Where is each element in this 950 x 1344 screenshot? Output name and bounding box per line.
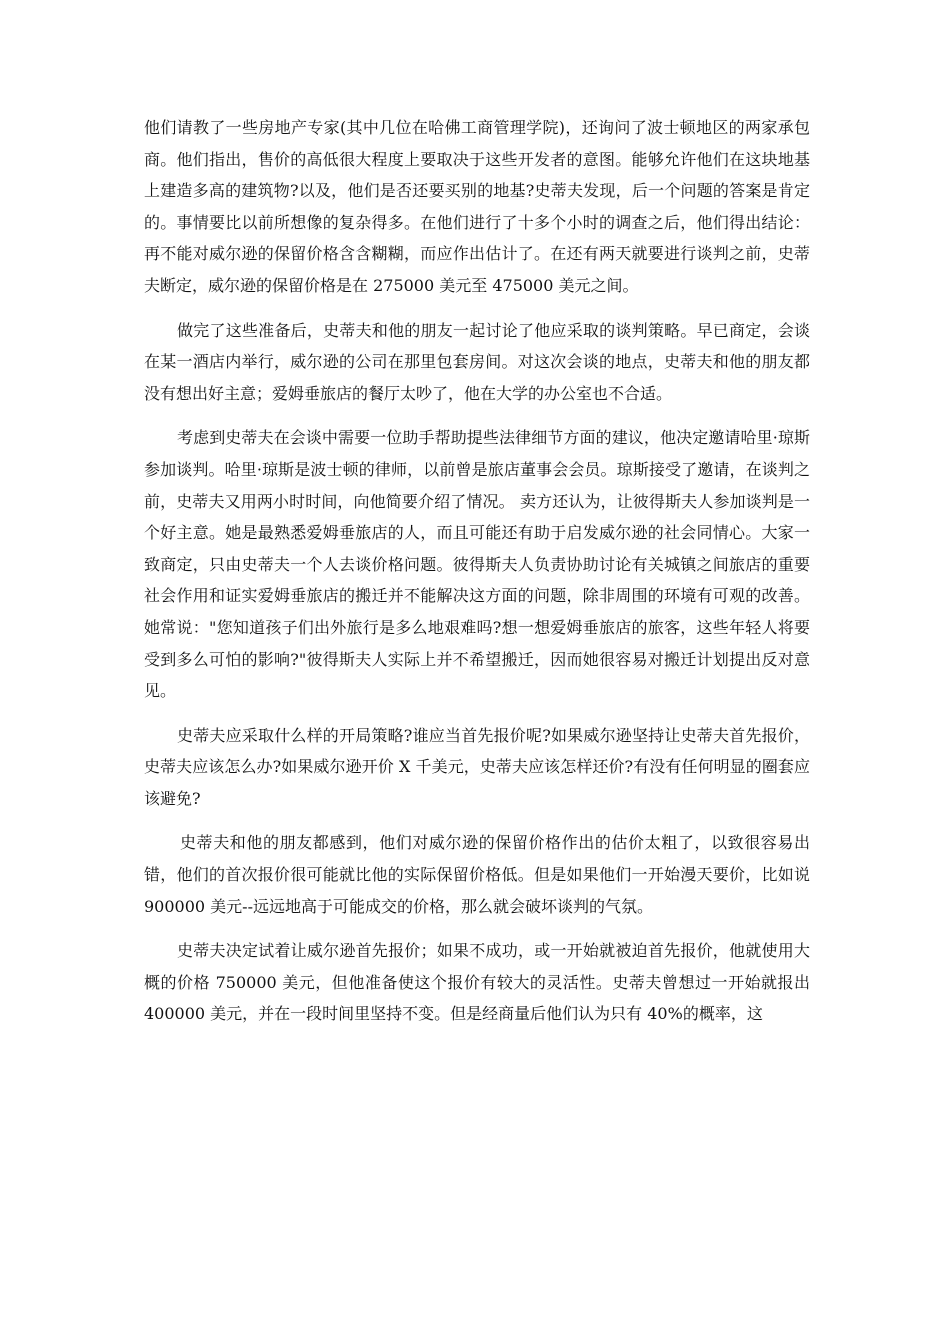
paragraph-estimate: 史蒂夫和他的朋友都感到，他们对威尔逊的保留价格作出的估价太粗了，以致很容易出错，他们的首次报价很可能就比他的实际保留价格低。但是如果他们一开始漫天要价，比如说 900000 美元--远远地高于可能成交的价格，那么就会破坏谈判的气氛。: [144, 833, 810, 916]
paragraph-decision: 史蒂夫决定试着让威尔逊首先报价；如果不成功，或一开始就被迫首先报价，他就使用大概的价格 750000 美元，但他准备使这个报价有较大的灵活性。史蒂夫曾想过一开始就报出 400000 美元，并在一段时间里坚持不变。但是经商量后他们认为只有 40%的概率，这: [144, 941, 810, 1024]
paragraph-strategy: 做完了这些准备后，史蒂夫和他的朋友一起讨论了他应采取的谈判策略。早已商定，会谈在某一酒店内举行，威尔逊的公司在那里包套房间。对这次会谈的地点，史蒂夫和他的朋友都没有想出好主意；爱姆垂旅店的餐厅太吵了，他在大学的办公室也不合适。: [144, 320, 810, 403]
paragraph-team: 考虑到史蒂夫在会谈中需要一位助手帮助提些法律细节方面的建议，他决定邀请哈里·琼斯参加谈判。哈里·琼斯是波士顿的律师，以前曾是旅店董事会会员。琼斯接受了邀请，在谈判之前，史蒂夫又用两小时时间，向他简要介绍了情况。 卖方还认为，让彼得斯夫人参加谈判是一个好主意。她是最熟悉爱姆垂旅店的人，而且可能还有助于启发威尔逊的社会同情心。大家一致商定，只由史蒂夫一个人去谈价格问题。彼得斯夫人负责协助讨论有关城镇之间旅店的重要社会作用和证实爱姆垂旅店的搬迁并不能解决这方面的问题，除非周围的环境有可观的改善。她常说："您知道孩子们出外旅行是多么地艰难吗?想一想爱姆垂旅店的旅客，这些年轻人将要受到多么可怕的影响?"彼得斯夫人实际上并不希望搬迁，因而她很容易对搬迁计划提出反对意见。: [144, 428, 810, 701]
paragraph-questions: 史蒂夫应采取什么样的开局策略?谁应当首先报价呢?如果威尔逊坚持让史蒂夫首先报价，史蒂夫应该怎么办?如果威尔逊开价 X 千美元，史蒂夫应该怎样还价?有没有任何明显的圈套应该避免?: [144, 725, 810, 808]
paragraph-research: 他们请教了一些房地产专家(其中几位在哈佛工商管理学院)，还询问了波士顿地区的两家承包商。他们指出，售价的高低很大程度上要取决于这些开发者的意图。能够允许他们在这块地基上建造多高的建筑物?以及，他们是否还要买别的地基?史蒂夫发现，后一个问题的答案是肯定的。事情要比以前所想像的复杂得多。在他们进行了十多个小时的调查之后，他们得出结论：再不能对威尔逊的保留价格含含糊糊，而应作出估计了。在还有两天就要进行谈判之前，史蒂夫断定，威尔逊的保留价格是在 275000 美元至 475000 美元之间。: [144, 118, 810, 295]
document-body: [144, 112, 810, 1030]
